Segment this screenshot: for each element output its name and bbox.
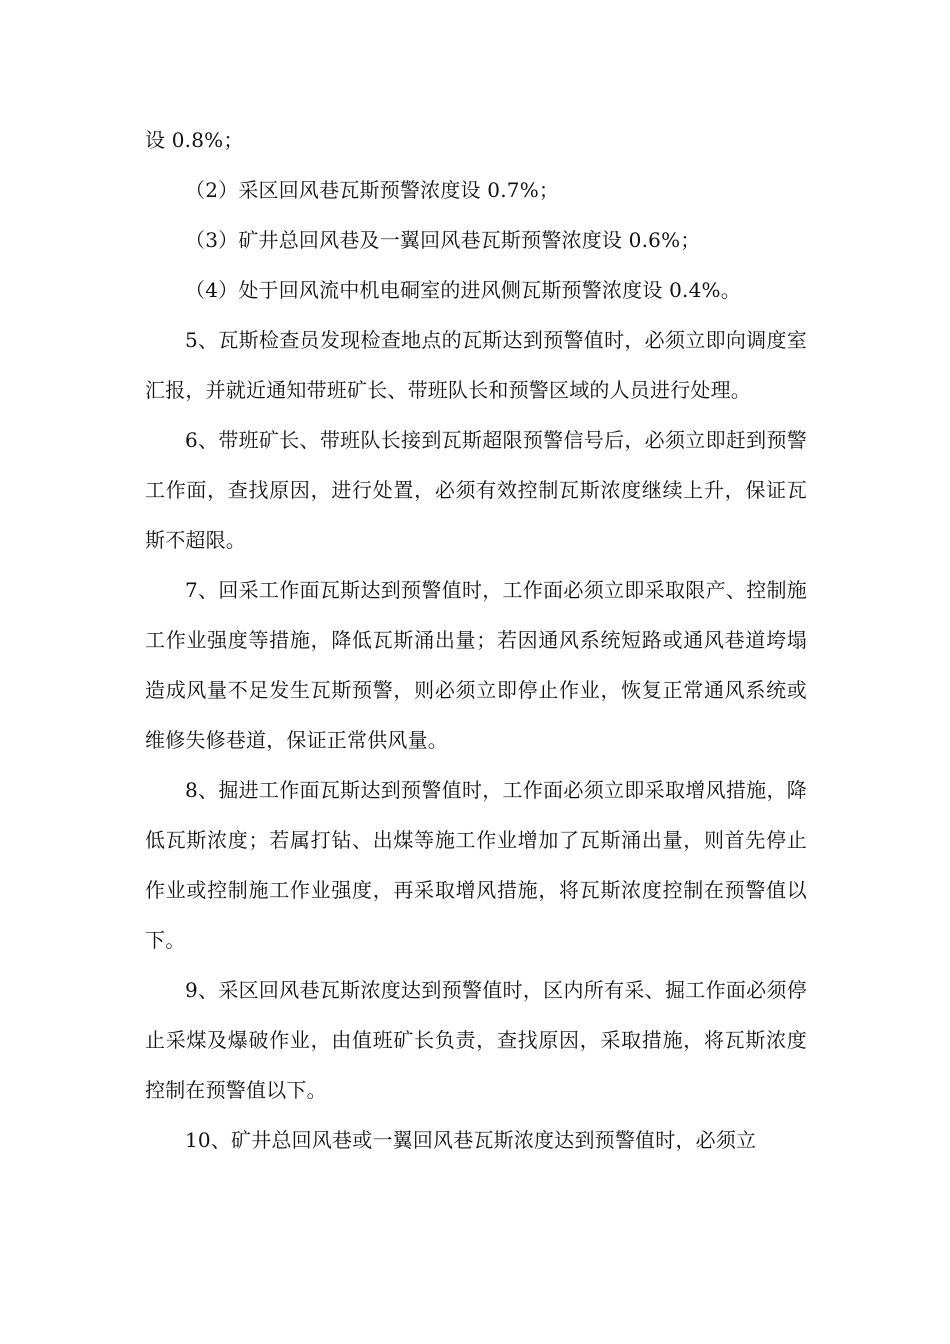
paragraph-item-3: （3）矿井总回风巷及一翼回风巷瓦斯预警浓度设 0.6%；	[185, 228, 701, 252]
paragraph-item-4: （4）处于回风流中机电硐室的进风侧瓦斯预警浓度设 0.4%。	[185, 278, 741, 302]
paragraph-rule-10: 10、矿井总回风巷或一翼回风巷瓦斯浓度达到预警值时，必须立	[185, 1128, 757, 1152]
paragraph-rule-8: 8、掘进工作面瓦斯达到预警值时，工作面必须立即采取增风措施，降低瓦斯浓度；若属打钻、出煤等施工作业增加了瓦斯涌出量，则首先停止作业或控制施工作业强度，再采取增风措施，将瓦斯浓度控制在预警值以下。	[145, 778, 807, 952]
paragraph-rule-9: 9、采区回风巷瓦斯浓度达到预警值时，区内所有采、掘工作面必须停止采煤及爆破作业，由值班矿长负责，查找原因，采取措施，将瓦斯浓度控制在预警值以下。	[145, 978, 807, 1102]
paragraph-rule-6: 6、带班矿长、带班队长接到瓦斯超限预警信号后，必须立即赶到预警工作面，查找原因，进行处置，必须有效控制瓦斯浓度继续上升，保证瓦斯不超限。	[145, 428, 807, 552]
paragraph-rule-5: 5、瓦斯检查员发现检查地点的瓦斯达到预警值时，必须立即向调度室汇报，并就近通知带班矿长、带班队长和预警区域的人员进行处理。	[145, 328, 807, 402]
document-body	[145, 115, 807, 1165]
paragraph-rule-7: 7、回采工作面瓦斯达到预警值时，工作面必须立即采取限产、控制施工作业强度等措施，降低瓦斯涌出量；若因通风系统短路或通风巷道垮塌造成风量不足发生瓦斯预警，则必须立即停止作业，恢复正常通风系统或维修失修巷道，保证正常供风量。	[145, 578, 807, 752]
paragraph-item-2: （2）采区回风巷瓦斯预警浓度设 0.7%；	[185, 178, 560, 202]
paragraph-continuation: 设 0.8%；	[145, 128, 244, 152]
